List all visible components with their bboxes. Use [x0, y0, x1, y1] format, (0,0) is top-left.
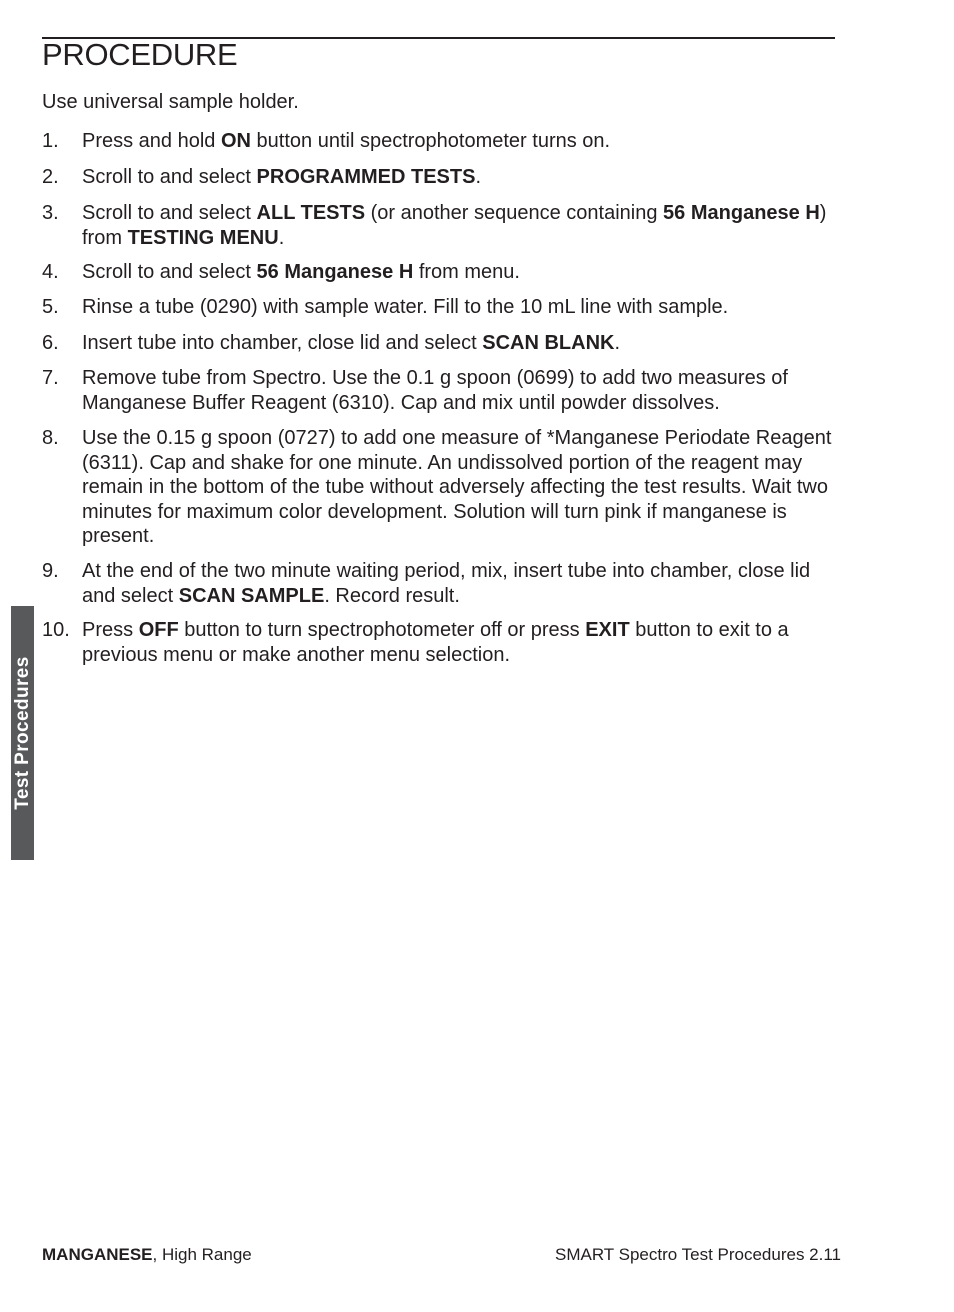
step-keyword: EXIT — [585, 619, 630, 641]
step-keyword: ON — [220, 130, 251, 152]
step-text-run: Press — [82, 619, 139, 641]
step-text-run: from menu. — [413, 261, 520, 283]
step-text — [82, 618, 842, 667]
step-text-run: ) from — [82, 202, 827, 249]
step-text-run: . — [475, 166, 481, 188]
step-number: 10. — [42, 619, 70, 641]
step-text-run: At the end of the two minute waiting period, mix, insert tube into chamber, close lid and select — [82, 560, 811, 607]
step-text-run: Rinse a tube (0290) with sample water. Fill to the 10 mL line with sample. — [82, 296, 729, 318]
step-text-run: . — [278, 226, 285, 249]
step-text — [82, 129, 842, 154]
step-text — [82, 165, 842, 190]
footer-page-ref: SMART Spectro Test Procedures 2.11 — [555, 1245, 841, 1264]
step-number: 5. — [42, 296, 59, 318]
step-keyword: 56 Manganese H — [663, 202, 820, 224]
step-keyword: TESTING MENU — [127, 226, 279, 249]
step-keyword: SCAN SAMPLE — [178, 584, 325, 607]
step-text-run: Remove tube from Spectro. Use the 0.1 g spoon (0699) to add two measures of Manganese Buffer Reagent (6310). Cap and mix until powder dissolves. — [82, 367, 788, 414]
step-text-run: button to exit to a previous menu or make another menu selection. — [82, 619, 789, 666]
step-keyword: 56 Manganese H — [256, 261, 414, 283]
page-title: PROCEDURE — [42, 37, 238, 72]
footer-analyte: MANGANESE — [42, 1245, 153, 1264]
step-text-run: Scroll to and select — [82, 261, 257, 283]
step-text-run: button until spectrophotometer turns on. — [250, 130, 611, 152]
step-text-run: Press and hold — [82, 130, 221, 152]
step-text-run: (or another sequence containing — [365, 202, 664, 224]
footer-range: , High Range — [152, 1245, 252, 1264]
step-number: 4. — [42, 261, 59, 283]
step-text-run: Scroll to and select — [82, 166, 257, 188]
step-number: 6. — [42, 332, 59, 354]
step-text — [82, 295, 842, 320]
step-text — [82, 201, 842, 250]
step-text-run: Insert tube into chamber, close lid and select — [82, 332, 483, 354]
step-text — [82, 426, 842, 549]
step-keyword: OFF — [138, 619, 179, 641]
step-text — [82, 366, 842, 415]
intro-text: Use universal sample holder. — [42, 91, 299, 113]
step-text-run: . Record result. — [324, 584, 460, 607]
footer-test-name — [42, 1244, 252, 1266]
step-keyword: PROGRAMMED TESTS — [256, 166, 476, 188]
step-text — [82, 331, 842, 356]
step-text-run: Scroll to and select — [82, 202, 257, 224]
step-text — [82, 559, 842, 608]
step-number: 2. — [42, 166, 59, 188]
step-text — [82, 260, 842, 285]
step-keyword: SCAN BLANK — [482, 332, 615, 354]
step-text-run: button to turn spectrophotometer off or press — [178, 619, 586, 641]
step-keyword: ALL TESTS — [256, 202, 366, 224]
section-tab-label: Test Procedures — [12, 656, 33, 810]
step-number: 7. — [42, 367, 59, 389]
step-text-run: Use the 0.15 g spoon (0727) to add one measure of *Manganese Periodate Reagent (6311). Cap and shake for one minute. An undissolved portion of the reagent may remain in the bottom of the tube without adversely affecting the test results. Wait two minutes for maximum color development. Solution will turn pink if manganese is present. — [82, 427, 832, 547]
step-number: 1. — [42, 130, 59, 152]
step-number: 8. — [42, 427, 59, 449]
step-text-run: . — [614, 332, 621, 354]
step-number: 9. — [42, 560, 59, 582]
step-number: 3. — [42, 202, 59, 224]
